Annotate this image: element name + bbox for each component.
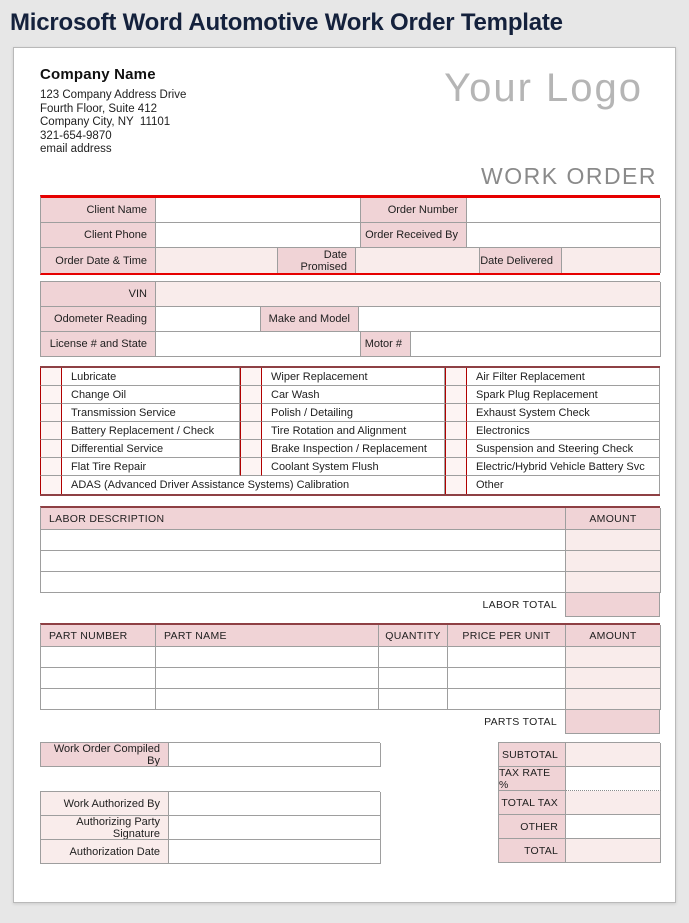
labor-total-label: LABOR TOTAL xyxy=(482,599,557,611)
service-row xyxy=(40,476,660,494)
total-tax-label: TOTAL TAX xyxy=(499,791,566,815)
client-phone-input[interactable] xyxy=(156,223,361,248)
parts-amount-input[interactable] xyxy=(566,668,661,689)
authorized-by-label: Work Authorized By xyxy=(41,792,169,816)
vehicle-info-table xyxy=(40,281,660,357)
service-checkbox[interactable] xyxy=(40,458,62,476)
service-checkbox[interactable] xyxy=(445,458,467,476)
service-label: Electronics xyxy=(467,422,660,440)
authorizing-signature-input[interactable] xyxy=(169,816,381,840)
service-label: Wiper Replacement xyxy=(262,368,445,386)
service-checkbox[interactable] xyxy=(240,368,262,386)
table-row xyxy=(41,332,660,357)
subtotal-label: SUBTOTAL xyxy=(499,743,566,767)
labor-table xyxy=(40,506,660,593)
order-received-by-input[interactable] xyxy=(467,223,661,248)
order-number-label: Order Number xyxy=(361,198,467,223)
table-row xyxy=(41,307,660,332)
table-row xyxy=(41,223,660,248)
authorization-rows xyxy=(40,791,380,864)
service-label: ADAS (Advanced Driver Assistance Systems) Calibration xyxy=(62,476,445,494)
odometer-input[interactable] xyxy=(156,307,261,332)
table-row xyxy=(41,282,660,307)
price-per-unit-input[interactable] xyxy=(448,689,566,710)
service-checkbox[interactable] xyxy=(40,476,62,494)
part-name-input[interactable] xyxy=(156,689,379,710)
service-checkbox[interactable] xyxy=(40,440,62,458)
part-name-input[interactable] xyxy=(156,668,379,689)
service-checkbox[interactable] xyxy=(445,476,467,494)
service-label: Air Filter Replacement xyxy=(467,368,660,386)
table-header-row xyxy=(41,508,660,530)
part-name-input[interactable] xyxy=(156,647,379,668)
service-checkbox[interactable] xyxy=(40,422,62,440)
license-state-label: License # and State xyxy=(41,332,156,357)
service-label: Polish / Detailing xyxy=(262,404,445,422)
part-number-input[interactable] xyxy=(41,689,156,710)
vin-input[interactable] xyxy=(156,282,661,307)
date-promised-input[interactable] xyxy=(356,248,480,273)
client-name-label: Client Name xyxy=(41,198,156,223)
order-info-table xyxy=(40,195,660,275)
company-address-line: Fourth Floor, Suite 412 xyxy=(40,102,157,115)
quantity-input[interactable] xyxy=(379,647,448,668)
labor-amount-input[interactable] xyxy=(566,530,661,551)
labor-amount-input[interactable] xyxy=(566,551,661,572)
labor-description-input[interactable] xyxy=(41,530,566,551)
order-received-by-label: Order Received By xyxy=(361,223,467,248)
compiled-by-row xyxy=(40,742,380,767)
service-row xyxy=(40,422,660,440)
total-tax-input[interactable] xyxy=(566,791,661,815)
service-label: Flat Tire Repair xyxy=(62,458,240,476)
service-checkbox[interactable] xyxy=(40,386,62,404)
order-date-time-input[interactable] xyxy=(156,248,278,273)
license-state-input[interactable] xyxy=(156,332,361,357)
service-label: Transmission Service xyxy=(62,404,240,422)
page-header xyxy=(0,0,689,47)
service-checkbox[interactable] xyxy=(240,422,262,440)
price-per-unit-input[interactable] xyxy=(448,647,566,668)
odometer-label: Odometer Reading xyxy=(41,307,156,332)
company-email: email address xyxy=(40,143,112,155)
parts-row xyxy=(41,668,660,689)
tax-rate-input[interactable] xyxy=(566,767,661,791)
part-number-header: PART NUMBER xyxy=(41,625,156,647)
parts-row xyxy=(41,689,660,710)
service-label: Electric/Hybrid Vehicle Battery Svc xyxy=(467,458,660,476)
service-checkbox[interactable] xyxy=(240,404,262,422)
page-title: Microsoft Word Automotive Work Order Template xyxy=(10,9,563,36)
compiled-by-input[interactable] xyxy=(169,743,381,767)
labor-amount-input[interactable] xyxy=(566,572,661,593)
labor-description-input[interactable] xyxy=(41,551,566,572)
service-checkbox[interactable] xyxy=(40,368,62,386)
company-name: Company Name xyxy=(40,66,156,83)
labor-total-row xyxy=(40,593,660,617)
labor-amount-header: AMOUNT xyxy=(566,508,661,530)
date-delivered-input[interactable] xyxy=(562,248,661,273)
service-label: Spark Plug Replacement xyxy=(467,386,660,404)
order-number-input[interactable] xyxy=(467,198,661,223)
service-row xyxy=(40,458,660,476)
service-label: Brake Inspection / Replacement xyxy=(262,440,445,458)
service-checkbox[interactable] xyxy=(445,440,467,458)
service-label: Tire Rotation and Alignment xyxy=(262,422,445,440)
service-checkbox[interactable] xyxy=(445,386,467,404)
service-checkbox[interactable] xyxy=(40,404,62,422)
labor-description-header: LABOR DESCRIPTION xyxy=(41,508,566,530)
service-label: Exhaust System Check xyxy=(467,404,660,422)
parts-total-input[interactable] xyxy=(565,710,660,734)
service-label: Change Oil xyxy=(62,386,240,404)
make-model-label: Make and Model xyxy=(261,307,359,332)
service-label: Lubricate xyxy=(62,368,240,386)
date-delivered-label: Date Delivered xyxy=(480,248,562,273)
client-phone-label: Client Phone xyxy=(41,223,156,248)
bottom-section xyxy=(40,742,660,864)
signoff-gap xyxy=(40,767,380,791)
labor-total-input[interactable] xyxy=(565,593,660,617)
signoff-block xyxy=(40,742,380,864)
part-name-header: PART NAME xyxy=(156,625,379,647)
client-name-input[interactable] xyxy=(156,198,361,223)
order-date-time-label: Order Date & Time xyxy=(41,248,156,273)
service-checkbox[interactable] xyxy=(445,368,467,386)
part-number-input[interactable] xyxy=(41,647,156,668)
service-row xyxy=(40,440,660,458)
tax-rate-label: TAX RATE % xyxy=(499,767,566,791)
authorization-date-label: Authorization Date xyxy=(41,840,169,864)
motor-number-input[interactable] xyxy=(411,332,661,357)
service-checkbox[interactable] xyxy=(445,422,467,440)
service-label: Car Wash xyxy=(262,386,445,404)
authorized-by-input[interactable] xyxy=(169,792,381,816)
parts-amount-input[interactable] xyxy=(566,647,661,668)
service-row xyxy=(40,368,660,386)
table-header-row xyxy=(41,625,660,647)
service-label: Differential Service xyxy=(62,440,240,458)
service-label: Other xyxy=(467,476,660,494)
parts-total-label: PARTS TOTAL xyxy=(484,716,557,728)
other-label: OTHER xyxy=(499,815,566,839)
service-checkbox[interactable] xyxy=(240,440,262,458)
service-checkbox[interactable] xyxy=(240,386,262,404)
service-label: Suspension and Steering Check xyxy=(467,440,660,458)
parts-row xyxy=(41,647,660,668)
bottom-spacer xyxy=(380,742,498,864)
total-input[interactable] xyxy=(566,839,661,863)
labor-row xyxy=(41,530,660,551)
parts-amount-input[interactable] xyxy=(566,689,661,710)
labor-description-input[interactable] xyxy=(41,572,566,593)
labor-row xyxy=(41,551,660,572)
parts-total-row xyxy=(40,710,660,734)
part-number-input[interactable] xyxy=(41,668,156,689)
document-title: WORK ORDER xyxy=(481,163,657,189)
labor-row xyxy=(41,572,660,593)
total-label: TOTAL xyxy=(499,839,566,863)
totals-block xyxy=(498,742,660,864)
quantity-input[interactable] xyxy=(379,668,448,689)
service-row xyxy=(40,386,660,404)
services-checklist-table xyxy=(40,366,660,496)
service-row xyxy=(40,404,660,422)
parts-amount-header: AMOUNT xyxy=(566,625,661,647)
document-page xyxy=(13,47,676,903)
table-row xyxy=(41,248,660,273)
service-checkbox[interactable] xyxy=(240,458,262,476)
other-input[interactable] xyxy=(566,815,661,839)
subtotal-input[interactable] xyxy=(566,743,661,767)
service-label: Coolant System Flush xyxy=(262,458,445,476)
logo-placeholder: Your Logo xyxy=(444,66,643,110)
service-checkbox[interactable] xyxy=(445,404,467,422)
company-address-line: 123 Company Address Drive xyxy=(40,89,187,101)
price-per-unit-header: PRICE PER UNIT xyxy=(448,625,566,647)
parts-table xyxy=(40,623,660,710)
make-model-input[interactable] xyxy=(359,307,661,332)
price-per-unit-input[interactable] xyxy=(448,668,566,689)
service-label: Battery Replacement / Check xyxy=(62,422,240,440)
authorization-date-input[interactable] xyxy=(169,840,381,864)
company-phone: 321-654-9870 xyxy=(40,129,112,142)
table-row xyxy=(41,198,660,223)
quantity-header: QUANTITY xyxy=(379,625,448,647)
company-address-line: Company City, NY 11101 xyxy=(40,116,171,128)
quantity-input[interactable] xyxy=(379,689,448,710)
document-header xyxy=(40,66,659,154)
vin-label: VIN xyxy=(41,282,156,307)
authorizing-signature-label: Authorizing Party Signature xyxy=(41,816,169,840)
date-promised-label: Date Promised xyxy=(278,248,356,273)
motor-number-label: Motor # xyxy=(361,332,411,357)
compiled-by-label: Work Order Compiled By xyxy=(41,743,169,767)
